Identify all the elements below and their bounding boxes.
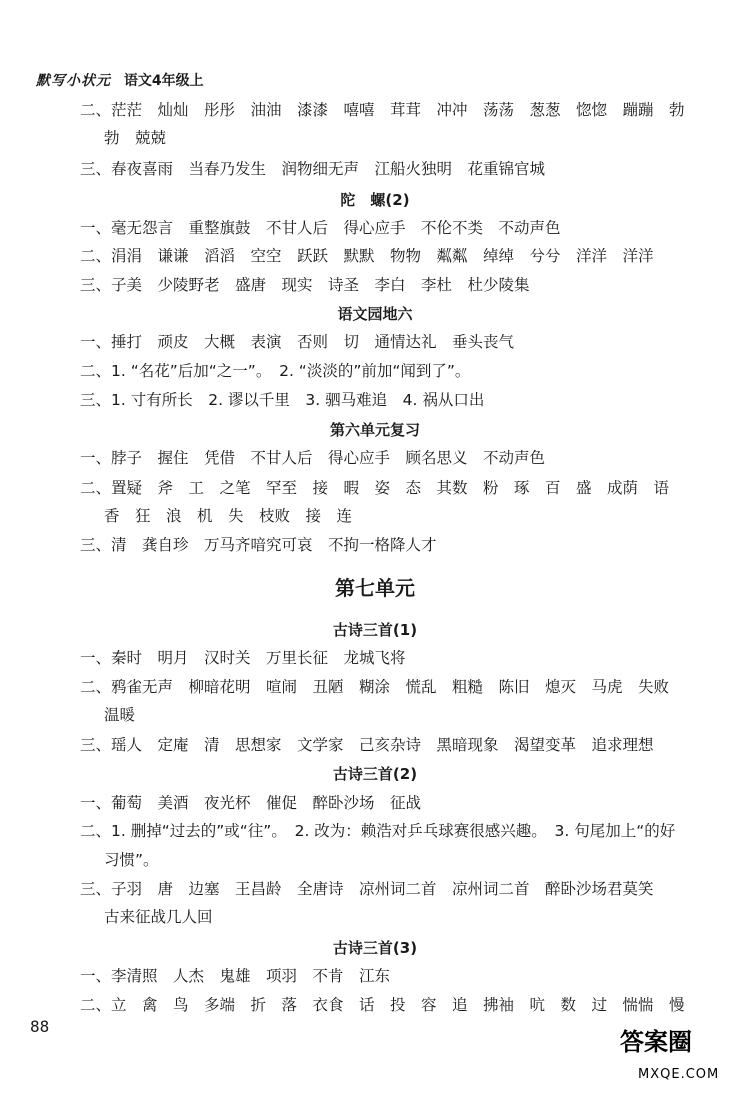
answer-line-continued: 习惯”。 — [104, 851, 159, 869]
answer-line: 一、李清照 人杰 鬼雄 项羽 不肯 江东 — [80, 967, 391, 985]
answer-line: 三、春夜喜雨 当春乃发生 润物细无声 江船火独明 花重锦官城 — [80, 160, 546, 178]
section-title-yuwen-yuandi: 语文园地六 — [337, 305, 413, 323]
watermark-text: 答案圈 — [620, 1027, 692, 1056]
answer-line-continued: 古来征战几人回 — [104, 908, 213, 926]
answer-line: 三、瑶人 定庵 清 思想家 文学家 己亥杂诗 黑暗现象 渴望变革 追求理想 — [80, 736, 654, 754]
section-title-gushi-2: 古诗三首(2) — [332, 765, 418, 783]
answer-line: 一、葡萄 美酒 夜光杯 催促 醉卧沙场 征战 — [80, 794, 422, 812]
page-header — [36, 70, 204, 90]
answer-line: 一、毫无怨言 重整旗鼓 不甘人后 得心应手 不伦不类 不动声色 — [80, 219, 561, 237]
section-title-tuoluo: 陀 螺(2) — [340, 191, 410, 209]
section-title-gushi-1: 古诗三首(1) — [332, 621, 418, 639]
answer-line: 二、置疑 斧 工 之笔 罕至 接 暇 姿 态 其数 粉 琢 百 盛 成荫 语 — [80, 479, 670, 497]
answer-line: 三、1. 寸有所长 2. 谬以千里 3. 驷马难追 4. 祸从口出 — [80, 391, 485, 409]
answer-line: 二、涓涓 谦谦 滔滔 空空 跃跃 默默 物物 粼粼 绰绰 兮兮 洋洋 洋洋 — [80, 247, 654, 265]
unit-title: 第七单元 — [335, 576, 415, 600]
page-number: 88 — [30, 1017, 50, 1036]
answer-line: 一、秦时 明月 汉时关 万里长征 龙城飞将 — [80, 649, 406, 667]
answer-line-continued: 香 狂 浪 机 失 枝败 接 连 — [104, 507, 353, 525]
answer-line: 二、茫茫 灿灿 彤彤 油油 漆漆 嘻嘻 茸茸 冲冲 荡荡 葱葱 惚惚 蹦蹦 勃 — [80, 101, 685, 119]
answer-line: 三、清 龚自珍 万马齐喑究可哀 不拘一格降人才 — [80, 536, 437, 554]
answer-line-continued: 温暖 — [104, 706, 136, 724]
section-title-unit6-review: 第六单元复习 — [329, 421, 420, 439]
watermark-url: MXQE.COM — [638, 1067, 720, 1082]
watermark-logo — [614, 1016, 740, 1088]
answer-line: 三、子羽 唐 边塞 王昌龄 全唐诗 凉州词二首 凉州词二首 醉卧沙场君莫笑 — [80, 880, 654, 898]
answer-line: 一、脖子 握住 凭借 不甘人后 得心应手 顾名思义 不动声色 — [80, 449, 546, 467]
answer-line: 二、立 禽 鸟 多端 折 落 衣食 话 投 容 追 拂袖 吭 数 过 惴惴 慢 — [80, 996, 685, 1014]
watermark-graphic — [614, 1016, 740, 1088]
answer-line: 二、鸦雀无声 柳暗花明 喧闹 丑陋 糊涂 慌乱 粗糙 陈旧 熄灭 马虎 失败 — [80, 678, 670, 696]
book-brand: 默写小状元 — [36, 73, 111, 89]
book-subtitle: 语文4年级上 — [123, 73, 204, 89]
answer-line: 三、子美 少陵野老 盛唐 现实 诗圣 李白 李杜 杜少陵集 — [80, 276, 530, 294]
answer-line: 二、1. 删掉“过去的”或“往”。 2. 改为：赖浩对乒乓球赛很感兴趣。 3. 句尾加上“的好 — [80, 822, 676, 840]
answer-line: 二、1. “名花”后加“之一”。 2. “淡淡的”前加“闻到了”。 — [80, 362, 471, 380]
answer-line: 一、捶打 顽皮 大概 表演 否则 切 通情达礼 垂头丧气 — [80, 333, 515, 351]
answer-line-continued: 勃 兢兢 — [104, 129, 167, 147]
section-title-gushi-3: 古诗三首(3) — [332, 939, 418, 957]
